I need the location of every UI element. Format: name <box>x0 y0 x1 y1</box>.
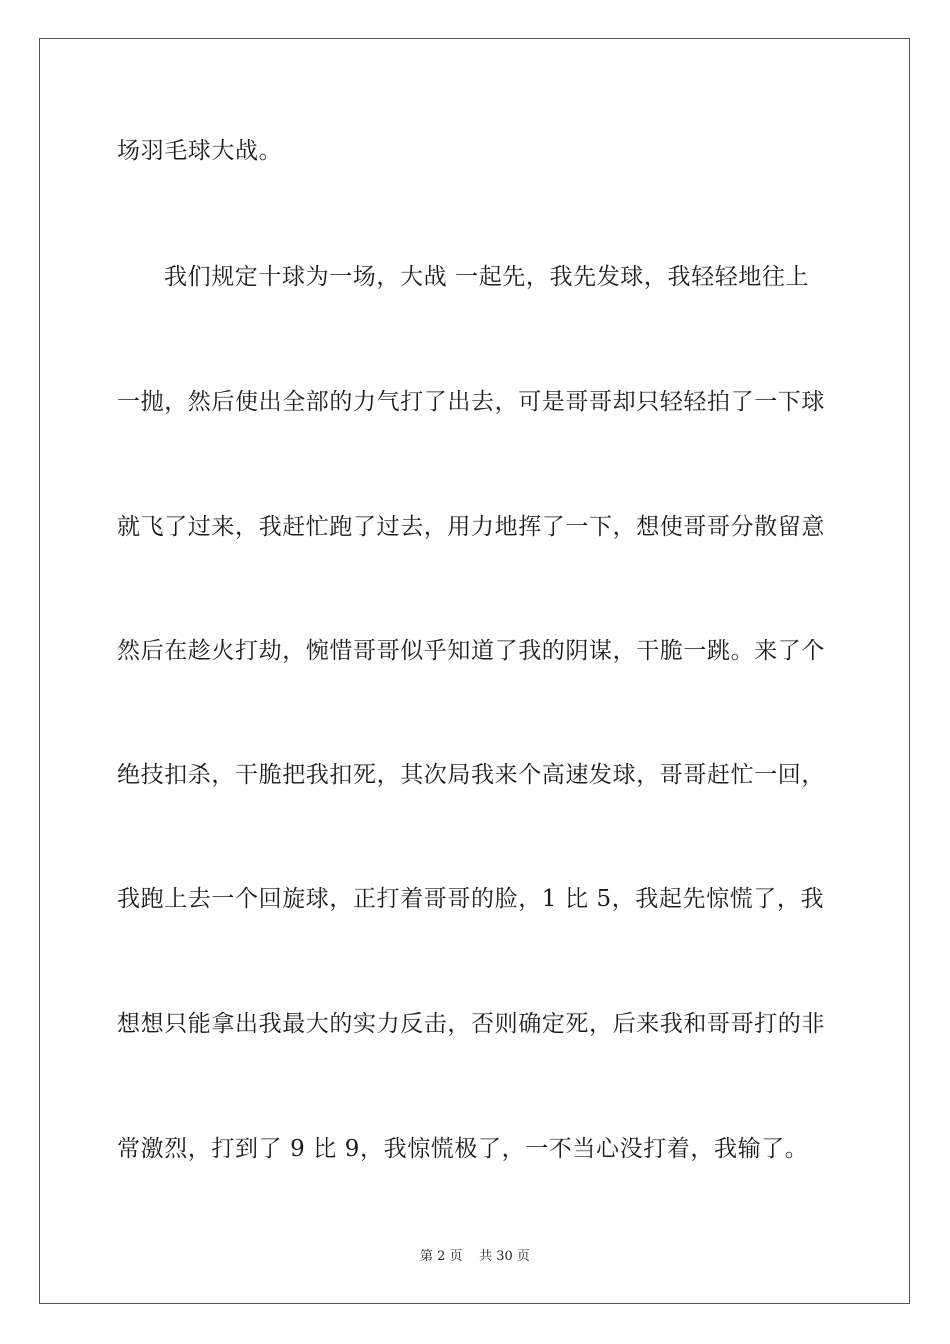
paragraph-line: 想想只能拿出我最大的实力反击，否则确定死，后来我和哥哥打的非 <box>117 1011 825 1037</box>
paragraph-line: 绝技扣杀，干脆把我扣死，其次局我来个高速发球，哥哥赶忙一回， <box>117 762 825 788</box>
paragraph-line: 我跑上去一个回旋球，正打着哥哥的脸，1 比 5，我起先惊慌了，我 <box>117 886 825 912</box>
paragraph-line: 常激烈，打到了 9 比 9，我惊慌极了，一不当心没打着，我输了。 <box>117 1136 809 1162</box>
paragraph-line: 我们规定十球为一场，大战 一起先，我先发球，我轻轻地往上 <box>164 264 810 290</box>
page-footer <box>0 1245 950 1264</box>
paragraph-line: 然后在趁火打劫，惋惜哥哥似乎知道了我的阴谋，干脆一跳。来了个 <box>117 638 825 664</box>
page-number: 第 2 页 <box>420 1249 463 1264</box>
paragraph-line: 一抛，然后使出全部的力气打了出去，可是哥哥却只轻轻拍了一下球 <box>117 389 825 415</box>
page-total: 共 30 页 <box>479 1249 530 1264</box>
paragraph-line: 场羽毛球大战。 <box>117 138 283 164</box>
paragraph-line: 就飞了过来，我赶忙跑了过去，用力地挥了一下，想使哥哥分散留意 <box>117 514 825 540</box>
page-border <box>39 38 910 1304</box>
